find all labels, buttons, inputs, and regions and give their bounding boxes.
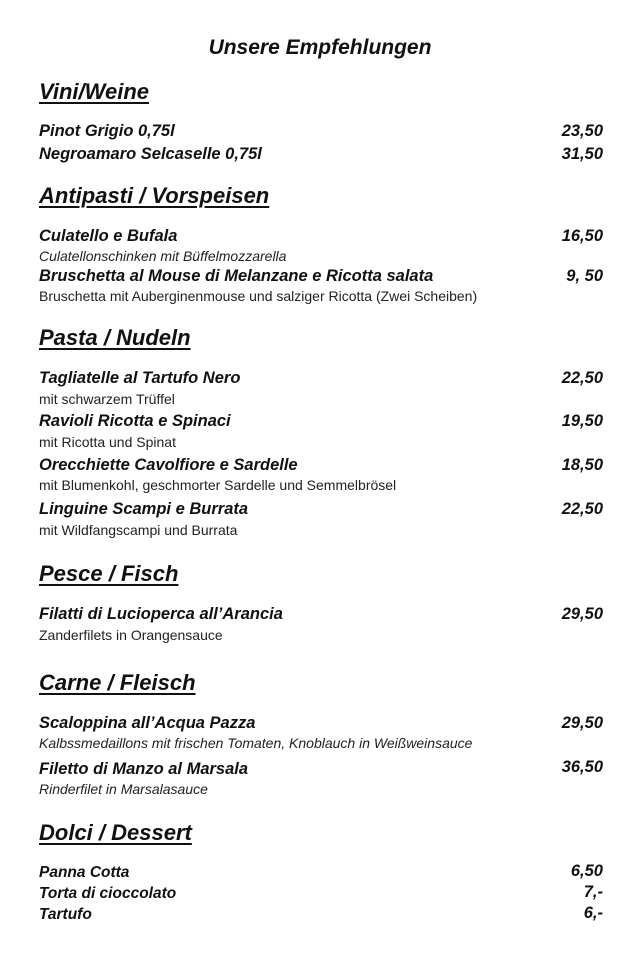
section-heading-dolci: Dolci / Dessert: [39, 820, 192, 845]
menu-item-name: Culatello e Bufala: [39, 227, 178, 245]
menu-item-price: 29,50: [561, 714, 603, 732]
menu-item-price: 16,50: [561, 227, 603, 245]
menu-item-price: 29,50: [561, 605, 603, 623]
menu-item-description: Zanderfilets in Orangensauce: [39, 627, 223, 643]
menu-item-price: 22,50: [561, 500, 603, 518]
menu-item-name: Filetto di Manzo al Marsala: [39, 760, 249, 778]
menu-item-name: Tartufo: [39, 906, 92, 923]
menu-item-name: Filatti di Lucioperca all’Arancia: [39, 605, 283, 623]
section-heading-carne: Carne / Fleisch: [39, 670, 196, 695]
menu-item-price: 7,-: [583, 883, 603, 901]
menu-item-description: mit Blumenkohl, geschmorter Sardelle und Semmelbrösel: [39, 477, 397, 493]
menu-item-price: 31,50: [561, 145, 603, 163]
menu-item-description: mit Ricotta und Spinat: [39, 434, 176, 450]
menu-item-price: 9, 50: [566, 267, 603, 285]
menu-item-name: Pinot Grigio 0,75l: [39, 122, 175, 140]
page-title: Unsere Empfehlungen: [208, 36, 432, 59]
section-heading-vini: Vini/Weine: [39, 79, 150, 104]
menu-item-description: Rinderfilet in Marsalasauce: [39, 781, 208, 797]
menu-item-price: 19,50: [561, 412, 603, 430]
menu-item-price: 6,50: [570, 862, 603, 880]
menu-item-name: Linguine Scampi e Burrata: [39, 500, 249, 518]
section-heading-pesce: Pesce / Fisch: [39, 561, 179, 586]
menu-item-name: Ravioli Ricotta e Spinaci: [39, 412, 231, 430]
menu-item-description: mit Wildfangscampi und Burrata: [39, 522, 238, 538]
section-heading-pasta: Pasta / Nudeln: [39, 325, 191, 350]
menu-item-price: 36,50: [561, 758, 603, 776]
menu-item-price: 6,-: [583, 904, 603, 922]
menu-item-name: Orecchiette Cavolfiore e Sardelle: [39, 456, 298, 474]
menu-item-name: Negroamaro Selcaselle 0,75l: [39, 145, 262, 163]
menu-item-name: Bruschetta al Mouse di Melanzane e Ricotta salata: [39, 267, 434, 285]
menu-item-description: mit schwarzem Trüffel: [39, 391, 175, 407]
menu-item-description: Bruschetta mit Auberginenmouse und salziger Ricotta (Zwei Scheiben): [39, 288, 478, 304]
menu-item-price: 18,50: [561, 456, 603, 474]
menu-item-price: 22,50: [561, 369, 603, 387]
menu-item-name: Panna Cotta: [39, 864, 130, 881]
menu-item-price: 23,50: [561, 122, 603, 140]
menu-item-name: Tagliatelle al Tartufo Nero: [39, 369, 241, 387]
menu-item-description: Culatellonschinken mit Büffelmozzarella: [39, 248, 287, 264]
menu-item-description: Kalbssmedaillons mit frischen Tomaten, Knoblauch in Weißweinsauce: [39, 735, 473, 751]
section-heading-antipasti: Antipasti / Vorspeisen: [39, 183, 270, 208]
menu-item-name: Torta di cioccolato: [39, 885, 177, 902]
menu-item-name: Scaloppina all’Acqua Pazza: [39, 714, 256, 732]
